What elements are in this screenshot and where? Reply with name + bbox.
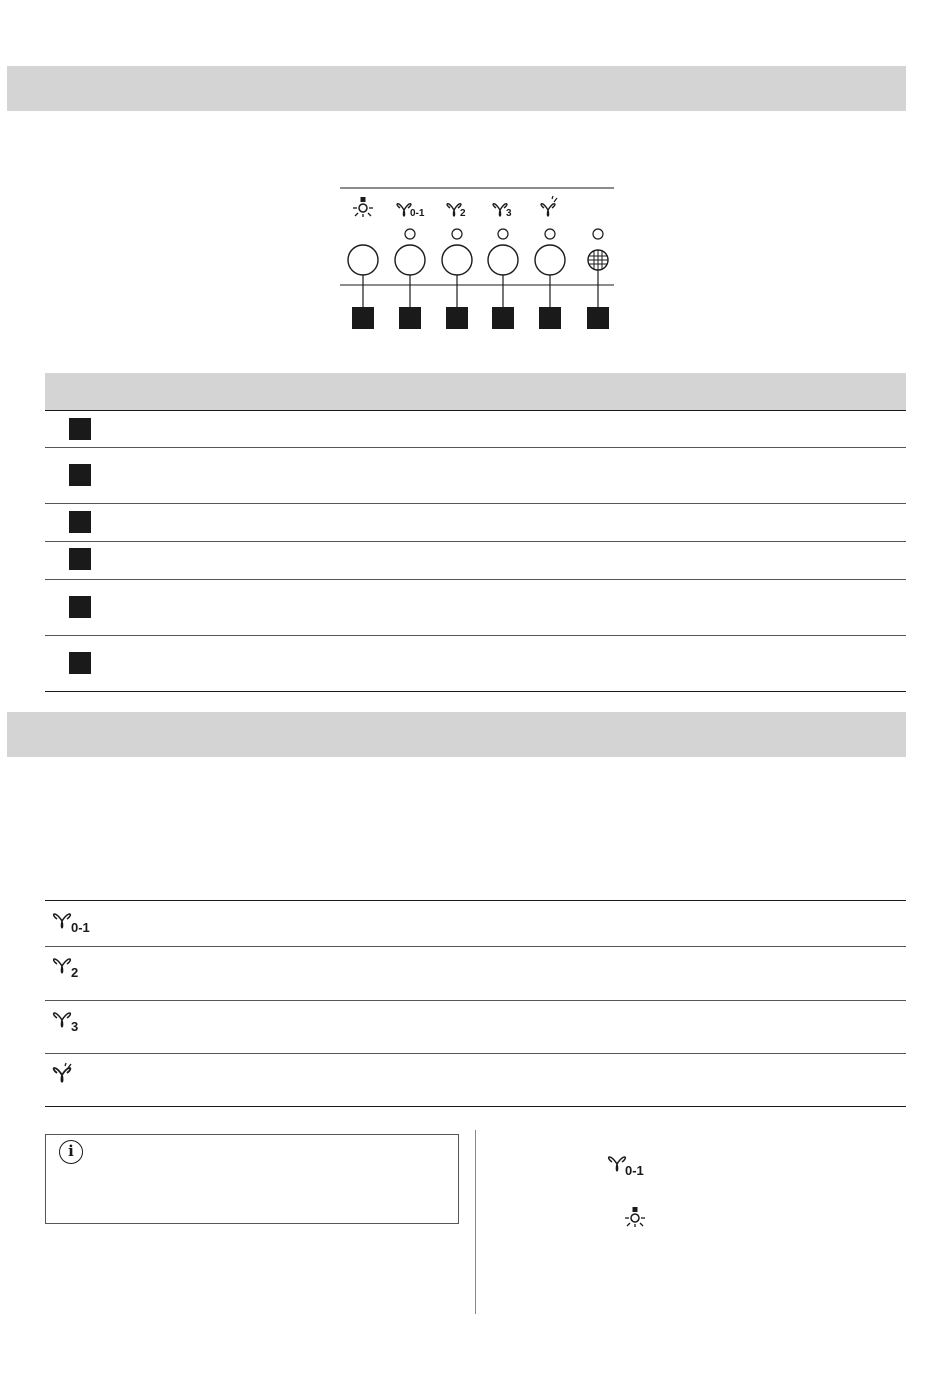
table-rule xyxy=(45,410,906,411)
table-rule xyxy=(45,635,906,636)
table-rule xyxy=(45,541,906,542)
table-rule xyxy=(45,579,906,580)
table-rule xyxy=(45,900,906,901)
row-marker-1 xyxy=(69,418,91,440)
table-rule xyxy=(45,691,906,692)
row-marker-2 xyxy=(69,464,91,486)
callout-marker-1 xyxy=(352,307,374,329)
fan-row-label-2: 2 xyxy=(71,965,79,980)
led-speed-2 xyxy=(452,229,462,239)
section-header-bar-2 xyxy=(7,712,906,757)
intensive-button[interactable] xyxy=(535,245,565,275)
controls-table-header xyxy=(45,373,906,410)
table-rule xyxy=(45,1000,906,1001)
filter-icon xyxy=(588,250,608,270)
row-marker-4 xyxy=(69,548,91,570)
column-divider xyxy=(475,1130,476,1314)
fan-row-label-0-1: 0-1 xyxy=(71,920,90,935)
row-marker-6 xyxy=(69,652,91,674)
led-speed-0-1 xyxy=(405,229,415,239)
callout-marker-4 xyxy=(492,307,514,329)
table-rule xyxy=(45,1053,906,1054)
speed-2-button[interactable] xyxy=(442,245,472,275)
speed-0-1-button[interactable] xyxy=(395,245,425,275)
callout-marker-6 xyxy=(587,307,609,329)
speed-3-button[interactable] xyxy=(488,245,518,275)
callout-marker-2 xyxy=(399,307,421,329)
right-fan-label: 0-1 xyxy=(625,1163,644,1178)
row-marker-3 xyxy=(69,511,91,533)
callout-marker-5 xyxy=(539,307,561,329)
info-note-box xyxy=(45,1134,459,1224)
table-rule xyxy=(45,946,906,947)
control-panel-diagram xyxy=(330,180,630,340)
fan-intensive-icon xyxy=(541,196,557,216)
section-header-bar-1 xyxy=(7,66,906,111)
panel-speed-3-label: 3 xyxy=(506,208,512,219)
fan-speed-0-1-icon xyxy=(397,204,411,216)
light-icon xyxy=(622,1204,648,1230)
light-icon xyxy=(353,197,373,217)
table-rule xyxy=(45,503,906,504)
fan-speed-2-icon xyxy=(447,204,461,216)
led-speed-3 xyxy=(498,229,508,239)
row-marker-5 xyxy=(69,596,91,618)
panel-speed-0-1-label: 0-1 xyxy=(410,208,425,219)
callout-marker-3 xyxy=(446,307,468,329)
fan-intensive-icon xyxy=(50,1062,76,1088)
table-rule xyxy=(45,447,906,448)
led-intensive xyxy=(545,229,555,239)
table-rule xyxy=(45,1106,906,1107)
fan-row-label-3: 3 xyxy=(71,1019,79,1034)
light-button[interactable] xyxy=(348,245,378,275)
info-icon: i xyxy=(59,1140,83,1164)
panel-speed-2-label: 2 xyxy=(460,208,466,219)
fan-speed-3-icon xyxy=(493,204,507,216)
led-filter xyxy=(593,229,603,239)
